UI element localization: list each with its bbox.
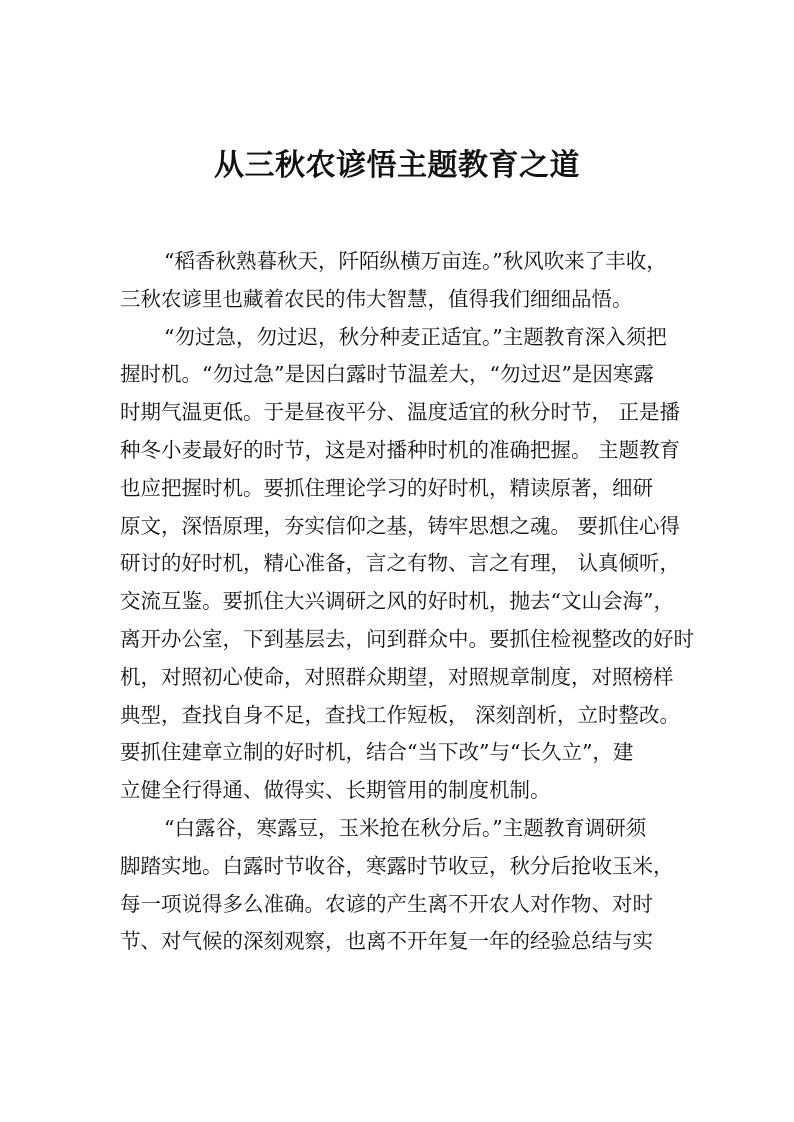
text-line: 时期气温更低。于是昼夜平分、温度适宜的秋分时节， 正是播 bbox=[120, 400, 681, 425]
text-line: “稻香秋熟暮秋天，阡陌纵横万亩连。”秋风吹来了丰收， bbox=[164, 249, 667, 273]
text-line: 研讨的好时机，精心准备，言之有物、言之有理， 认真倾听， bbox=[120, 551, 681, 576]
text-line: 脚踏实地。白露时节收谷，寒露时节收豆，秋分后抢收玉米， bbox=[120, 853, 674, 878]
text-line: 三秋农谚里也藏着农民的伟大智慧，值得我们细细品悟。 bbox=[120, 286, 633, 311]
text-line: 也应把握时机。要抓住理论学习的好时机，精读原著，细研 bbox=[120, 475, 653, 500]
document-body bbox=[120, 243, 694, 961]
text-line: 每一项说得多么准确。农谚的产生离不开农人对作物、对时 bbox=[120, 891, 653, 916]
text-line: 交流互鉴。要抓住大兴调研之风的好时机，抛去“文山会海”， bbox=[120, 589, 674, 614]
text-line: 离开办公室，下到基层去，问到群众中。要抓住检视整改的好时 bbox=[120, 626, 694, 651]
text-line: 种冬小麦最好的时节，这是对播种时机的准确把握。 主题教育 bbox=[120, 437, 681, 462]
text-line: 立健全行得通、做得实、长期管用的制度机制。 bbox=[120, 778, 551, 803]
text-line: 节、对气候的深刻观察，也离不开年复一年的经验总结与实 bbox=[120, 929, 653, 954]
text-line: 机，对照初心使命，对照群众期望，对照规章制度，对照榜样 bbox=[120, 664, 674, 689]
text-line: 原文，深悟原理，夯实信仰之基，铸牢思想之魂。 要抓住心得 bbox=[120, 513, 681, 538]
document-title: 从三秋农谚悟主题教育之道 bbox=[214, 148, 580, 183]
text-line: 要抓住建章立制的好时机，结合“当下改”与“长久立”，建 bbox=[120, 740, 634, 765]
text-line: 典型，查找自身不足，查找工作短板， 深刻剖析，立时整改。 bbox=[120, 702, 681, 727]
text-line: “白露谷，寒露豆，玉米抢在秋分后。”主题教育调研须 bbox=[164, 815, 647, 840]
text-line: “勿过急，勿过迟，秋分种麦正适宜。”主题教育深入须把 bbox=[164, 324, 667, 349]
text-line: 握时机。“勿过急”是因白露时节温差大，“勿过迟”是因寒露 bbox=[120, 362, 654, 387]
